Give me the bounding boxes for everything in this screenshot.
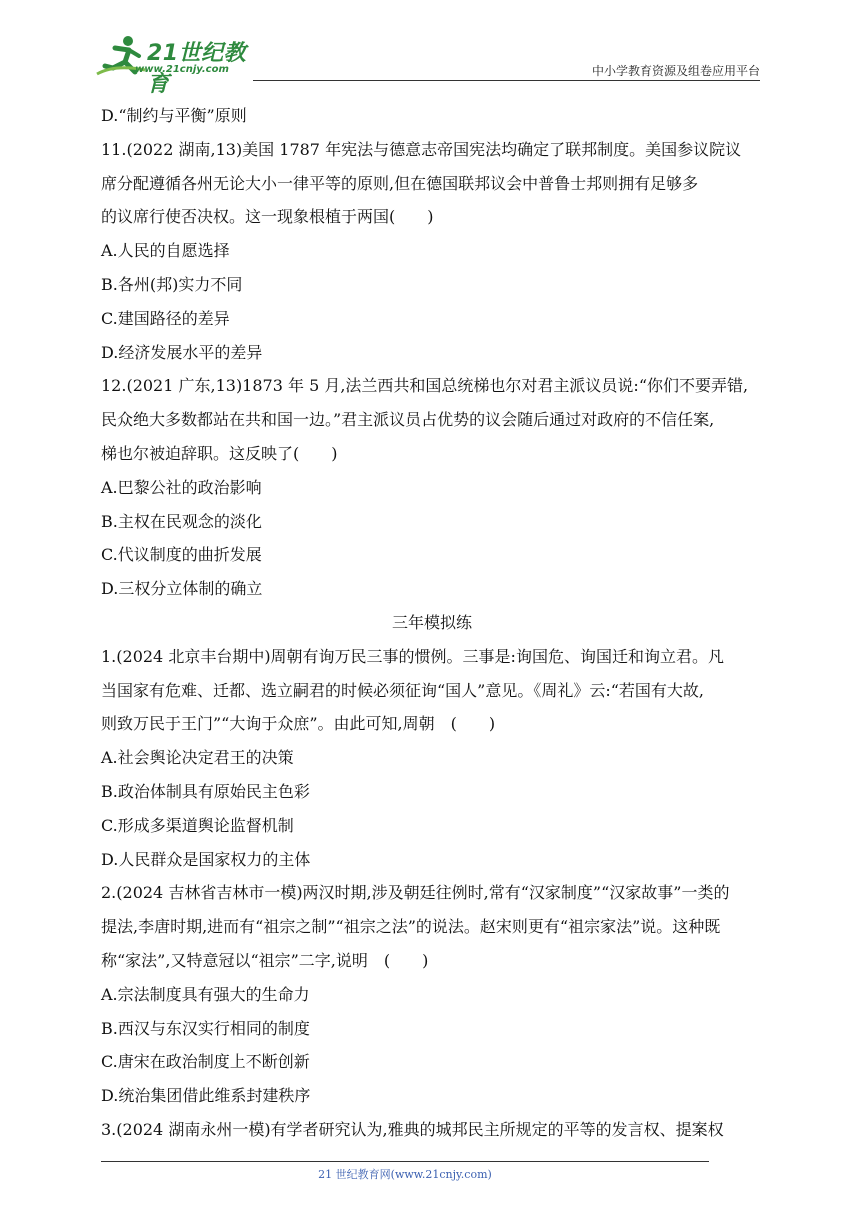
option-line: C.代议制度的曲折发展 (101, 545, 262, 565)
text-line: 称“家法”,又特意冠以“祖宗”二字,说明 ( ) (101, 950, 429, 970)
header-divider (253, 80, 760, 81)
question-1-line: 1.(2024 北京丰台期中)周朝有询万民三事的惯例。三事是:询国危、询国迁和询立君。凡 (101, 646, 724, 666)
option-line: B.主权在民观念的淡化 (101, 511, 262, 531)
text-line: 梯也尔被迫辞职。这反映了( ) (101, 443, 338, 463)
option-line: B.西汉与东汉实行相同的制度 (101, 1018, 310, 1038)
text-line: 的议席行使否决权。这一现象根植于两国( ) (101, 207, 434, 227)
option-line: A.巴黎公社的政治影响 (101, 477, 262, 497)
text-line: 则致万民于王门”“大询于众庶”。由此可知,周朝 ( ) (101, 714, 496, 734)
question-12-line: 12.(2021 广东,13)1873 年 5 月,法兰西共和国总统梯也尔对君主派议员说:“你们不要弄错, (101, 376, 749, 396)
site-logo[interactable] (95, 34, 265, 97)
option-line: A.社会舆论决定君王的决策 (101, 748, 294, 768)
text-line: 席分配遵循各州无论大小一律平等的原则,但在德国联邦议会中普鲁士邦则拥有足够多 (101, 173, 699, 193)
option-line: B.政治体制具有原始民主色彩 (101, 781, 310, 801)
section-title: 三年模拟练 (391, 612, 472, 632)
option-line: A.宗法制度具有强大的生命力 (101, 984, 310, 1004)
text-line: D.“制约与平衡”原则 (101, 106, 247, 125)
page-header (95, 30, 760, 97)
question-11-line: 11.(2022 湖南,13)美国 1787 年宪法与德意志帝国宪法均确定了联邦制度。美国参议院议 (101, 139, 742, 159)
option-line: C.建国路径的差异 (101, 308, 230, 328)
footer-divider (101, 1161, 709, 1162)
platform-name: 中小学教育资源及组卷应用平台 (591, 64, 760, 78)
question-2-line: 2.(2024 吉林省吉林市一模)两汉时期,涉及朝廷往例时,常有“汉家制度”“汉家故事”一类的 (101, 883, 730, 903)
option-line: D.统治集团借此维系封建秩序 (101, 1086, 311, 1106)
question-3-line: 3.(2024 湖南永州一模)有学者研究认为,雅典的城邦民主所规定的平等的发言权、提案权 (101, 1119, 724, 1139)
document-body (101, 99, 763, 1147)
option-line: C.唐宋在政治制度上不断创新 (101, 1052, 310, 1072)
logo-brand-text: 21世纪教育 (147, 41, 247, 97)
option-line: D.经济发展水平的差异 (101, 342, 263, 362)
text-line: 当国家有危难、迁都、选立嗣君的时候必须征询“国人”意见。《周礼》云:“若国有大故, (101, 680, 705, 700)
logo-url-text: www.21cnjy.com (135, 64, 229, 75)
text-line: 提法,李唐时期,进而有“祖宗之制”“祖宗之法”的说法。赵宋则更有“祖宗家法”说。这种既 (101, 917, 721, 937)
option-line: B.各州(邦)实力不同 (101, 274, 243, 294)
option-line: D.人民群众是国家权力的主体 (101, 849, 311, 869)
option-line: A.人民的自愿选择 (101, 241, 230, 261)
option-line: D.三权分立体制的确立 (101, 579, 263, 599)
text-line: 民众绝大多数都站在共和国一边。”君主派议员占优势的议会随后通过对政府的不信任案, (101, 410, 715, 430)
footer-link[interactable]: 21 世纪教育网(www.21cnjy.com) (318, 1168, 492, 1181)
option-line: C.形成多渠道舆论监督机制 (101, 815, 294, 835)
